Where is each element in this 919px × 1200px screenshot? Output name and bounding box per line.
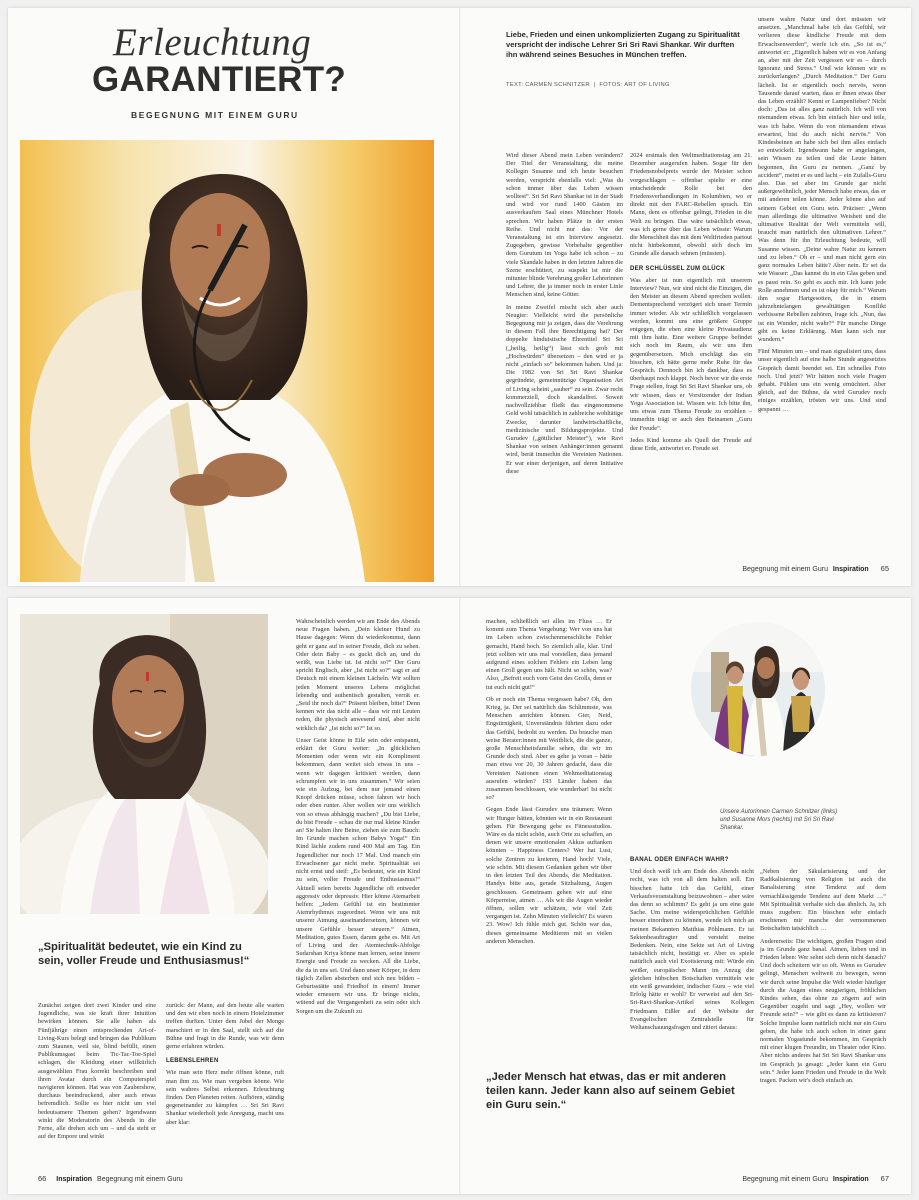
headline-script: Erleuchtung (113, 21, 312, 64)
body-column-right-c (760, 868, 886, 1158)
page-footer-66 (38, 1174, 183, 1183)
footer-section: Begegnung mit einem Guru (742, 1176, 828, 1183)
paragraph: „Neben der Säkularisierung und der Radikalisierung von Religion ist auch die Banalisierung eine Tendenz auf dem vernachlässigende Tendenz auf dem Markt …“ Mit Spiritualität verhalte sich das ähnlich. Ja, ich muss zugeben: Ein bisschen sehr einfach erschienen mir manche der vernommenen Botschaften tatsächlich … (760, 868, 886, 933)
body-column-3 (758, 16, 886, 557)
body-column-right-b (630, 856, 754, 1158)
paragraph: Wird dieser Abend mein Leben verändern? Der Titel der Veranstaltung, die meine Kollegin Susanne und ich heute besuchen werden, verspricht ebenfalls viel: „Was du schon immer über das Leben wissen wolltest“. Sri Sri Ravi Shankar ist in der Stadt und wird vor rund 1400 Gästen im ausverkauften Saal eines Münchner Hotels sprechen. Wir haben Plätze in der ersten Reihe. Und nicht nur das: Vor der Veranstaltung ist ein Interview angesetzt. Zugegeben, gewisse Vorbehalte gegenüber dem Gurutum im Yoga habe ich schon – zu viele Skandale haben in den letzten Jahren die Szene erschüttert, zu suspekt ist mir die mitunter blinde Verehrung großer Lehrerinnen und Lehrer, die ja immer noch in erster Linie Menschen sind, keine Götter. (506, 152, 623, 299)
body-column-1 (506, 152, 623, 557)
authors-photo-illustration (691, 622, 825, 756)
pull-quote-mid: „Jeder Mensch hat etwas, das er mit anderen teilen kann. Jeder kann also auf seinem Gebiet ein Guru sein.“ (486, 1071, 735, 1111)
article-lead: Liebe, Frieden und einen unkomplizierten Zugang zu Spiritualität verspricht der indische Lehrer Sri Sri Ravi Shankar. Wir durften ihn während seines Besuches in München treffen. (506, 30, 740, 60)
spread-gutter (459, 8, 461, 586)
photo-authors-with-guru (691, 622, 825, 756)
paragraph: Fünf Minuten um – und man signalisiert uns, dass unser eigentlich auf eine halbe Stunde angesetztes Gespräch damit beendet sei. Ein schnelles Foto noch. Und jetzt? Wir hätten noch viele Fragen gehabt. Fühlen uns ein wenig ernüchtert. Aber gleich, auf der Bühne, da wird Gurudev noch einiges erzählen, trösten wir uns. Und sind gespannt … (758, 348, 886, 413)
paragraph: Ob er noch ein Thema vergessen habe? Oh, den Krieg, ja. Der sei natürlich das Schlimmste, was Menschen anrichten können. Gier, Neid, Engstirnigkeit, Unverständnis führten dazu oder das Gefühl, bedroht zu werden. Da brauche man weise Berater:innen mit Weitblick, die die ganze, große Menschheitsfamilie sehen, die wir im Grunde doch sind. Aber es gehe ja voran – hätte man etwa vor 20, 30 Jahren gedacht, dass die Vereinten Nationen einen Weltmeditationstag ausrufen würden? 193 Länder haben das zusammen beschlossen, wie wunderbar! Ist nicht so? (486, 695, 612, 802)
body-column-lower-2 (166, 1002, 284, 1164)
headline-caps: GARANTIERT? (92, 60, 347, 99)
paragraph: machen, schließlich sei alles im Fluss … Er kommt zum Thema Vergebung: Wer von uns hat im Leben schon zwischenmenschliche Fehler gemacht, Hand hoch. So ziemlich alle, klar. Und jetzt sollten wir uns mal vorstellen, dass jemand aufgrund eines solchen Fehlers ein Leben lang einen Groll gegen uns hält. Nicht so schön, was? Also, „Befreit euch vom Geist des Grolls, denn er tut euch nicht gut!“ (486, 618, 612, 691)
portrait-illustration (20, 614, 268, 914)
body-column-lower-1 (38, 1002, 156, 1164)
footer-section: Begegnung mit einem Guru (742, 566, 828, 573)
paragraph: Jedes Kind komme als Quell der Freude auf diese Erde, antwortet er. Freude sei (630, 436, 752, 452)
footer-magazine: Inspiration (832, 566, 869, 573)
footer-section: Begegnung mit einem Guru (97, 1176, 183, 1183)
paragraph: In meine Zweifel mischt sich aber auch Neugier: Vielleicht wird die persönliche Begegnung mir ja zeigen, dass die Verehrung in diesem Fall ihre Berechtigung hat? Der doppelte hinduistische Ehrentitel Sri Sri („heilig, heilig“) lässt sich grob mit „Hochwürden“ übersetzen – den wird er ja nicht „einfach so“ bekommen haben. Und ja: Die 1982 von Sri Sri Ravi Shankar gegründete, gemeinnützige Organisation Art of Living scheint „sauber“ zu sein. Zwar recht kommerziell, doch skandalfrei. Soweit nachvollziehbar fließt das eingenommene Geld wohl tatsächlich in zahlreiche wohltätige Zwecke, darunter landwirtschaftliche, medizinische und Bildungsprojekte. Und Gurudev („göttlicher Meister“), wie Ravi Shankar von seinen Anhänger:innen genannt wird, berät immerhin die Vereinten Nationen. Er war einer derjenigen, auf deren Initiative diese (506, 303, 623, 475)
footer-magazine: Inspiration (832, 1176, 869, 1183)
page-footer-65 (742, 564, 889, 573)
pull-quote-left: „Spiritualität bedeutet, wie ein Kind zu sein, voller Freude und Enthusiasmus!“ (38, 941, 250, 967)
spread-top (8, 8, 911, 586)
portrait-photo-guru (20, 614, 268, 914)
body-column-mid (296, 618, 420, 1164)
footer-magazine: Inspiration (56, 1176, 93, 1183)
page-number: 65 (880, 564, 889, 573)
body-column-right-a (486, 618, 612, 1050)
page-number: 67 (880, 1174, 889, 1183)
paragraph: Wahrscheinlich werden wir am Ende des Abends neue Fragen haben. „Dein kleiner Hund zu Hause dagegen: Wenn du wiederkommst, dann geht er ganz auf in seiner Freude, dich zu sehen. Oder dein Baby – es guckt dich an, und du weißt, was Liebe ist. Ist nicht so?“ Der Guru spricht Englisch, aber „Ist nicht so?“ sagt er auf Deutsch mit einem kleinen Lächeln. Wir sollten jeden Moment unseres Lebens möglichst lebendig und authentisch gestalten, verrät er. „Seid ihr noch da?“ Präsent bleiben, bitte! Denn kennen wir das nicht alle – dass wir mit Leuten reden, die physisch anwesend sind, aber nicht wirklich da? „Ist nicht so?“ Ist so. (296, 618, 420, 732)
subheading-banal: BANAL ODER EINFACH WAHR? (630, 857, 729, 863)
paragraph: Gegen Ende lässt Gurudev uns träumen: Wenn wir Hunger hätten, könnten wir in ein Restaurant gehen. Für Bewegung gebe es Fitnessstudios. Wäre es da nicht schön, auch Orte zu schaffen, an denen wir unsere emotionalen Akkus auftanken könnten – Happiness Centers? Wer hat Lust, solche Zentren zu kreieren, Hand hoch! Viele, wie schön. Mit diesem Gedanken gehen wir über in den letzten Teil des Abends, die Meditation. Handys bitte aus, gerade Sitzhaltung, Augen geschlossen. Gemeinsam gehen wir auf eine Körperreise, atmen … Als wir die Augen wieder öffnen, sollen wir schätzen, wie viel Zeit vergangen ist. Zehn Minuten vielleicht? Es waren 23. Wow! Ich fühle mich gut. Schön war das, dieses gemeinsame Meditieren mit so vielen anderen Menschen. (486, 806, 612, 945)
page-footer-67 (742, 1174, 889, 1183)
hero-photo-illustration (20, 140, 434, 582)
paragraph: 2024 erstmals den Weltmeditationstag am 21. Dezember ausgerufen haben. Sogar für den Friedensnobelpreis wurde der Meister schon vorgeschlagen – offenbar spielte er eine entscheidende Rolle bei den Friedensverhandlungen in Kolumbien, wo er direkt mit den FARC-Rebellen sprach. Ein Mann, dem es offenbar gelingt, Frieden in die Welt zu bringen. Das wäre tatsächlich etwas, was ich gerne über das Leben wüsste: Warum die Menschheit das mit dem Weltfrieden partout nicht hinbekommt, obwohl sich doch im Grunde alle danach sehnen (müssten). (630, 152, 752, 258)
spread-gutter (459, 598, 461, 1194)
paragraph: zurück: der Mann, auf den heute alle warten und den wir eben noch in einem Hotelzimmer treffen durften. Unter dem Jubel der Menge marschiert er in den Saal, stellt sich auf die Bühne und fragt in die Runde, was wir denn gerne erfahren würden. (166, 1002, 284, 1051)
paragraph: Und doch weiß ich am Ende des Abends nicht recht, was ich von all dem halten soll. Ein bisschen hatte ich das Gefühl, einer Verkaufsveranstaltung beizuwohnen – aber wäre das denn so schlimm? Es geht ja um eine gute Sache. Um meine widersprüchlichen Gefühle besser einordnen zu können, wende ich mich an meinen Bekannten Matthias Pöhlmann. Er ist Sektenbeauftragter und versteht meine Bedenken. Nein, eine Sekte sei Art of Living tatsächlich nicht, bestätigt er. Aber es spiele natürlich auch viel Exotisierung mit: Würde ein weißer, europäischer Mann im Anzug die gleichen hübschen Botschaften vermitteln wie ein weiß gewandeter, indischer Guru – wie viel Erfolg hätte er wohl? Er verweist auf den Sri-Sri-Ravi-Shankar-Artikel seines Kollegen Friedmann Eißler auf der Website der Evangelischen Zentralstelle für Weltanschauungsfragen und zitiert daraus: (630, 868, 754, 1032)
paragraph: Was aber ist nun eigentlich mit unserem Interview? Nun, wir sind nicht die Einzigen, die den Meister an diesem Abend sprechen wollen. Dementsprechend verzögert sich unser Termin immer wieder. Als wir schließlich vorgelassen werden, kommt uns eine größere Gruppe entgegen, die eben eine kleine Privataudienz mit ihm hatte. Eine weitere Gruppe befindet sich noch im Raum, als wir uns ihm gegenübersetzen. Mich erschlägt das ein bisschen, ich hätte gerne mehr Ruhe für das Gespräch. Dennoch bin ich dankbar, dass es überhaupt noch klappt. Noch bevor wir die erste Frage stellen, fragt Sri Sri Ravi Shankar uns, ob wir wissen, dass er Vorsitzender der Indian Yoga Association ist. Wissen wir. Ich bitte ihn, uns etwas zum Thema Freude zu erzählen – immerhin trägt er auch den Beinamen „Guru der Freude“. (630, 276, 752, 432)
page-number: 66 (38, 1174, 47, 1183)
photo-caption: Unsere Autorinnen Carmen Schnitzer (links) und Susanne Mors (rechts) mit Sri Sri Ravi Shankar. (720, 809, 838, 831)
kicker: BEGEGNUNG MIT EINEM GURU (131, 110, 299, 120)
paragraph: Unser Geist könne in Eile sein oder entspannt, erklärt der Guru weiter: „In glücklichen Momenten oder wenn wir ein Kompliment bekommen, dann weitet sich etwas in uns – wenn wir dagegen kritisiert werden, dann schrumpfen wir in uns zusammen.“ Wir seien wie ein Aufzug, bei dem nur jemand einen Knopf drücken müsse, schon fahren wir hoch oder eben runter. Aber wollen wir uns wirklich von so etwas abhängig machen? „Du bist Liebe, du bist Freude – schau dir nur mal kleine Kinder an! Sie halten ihre Beine, ziehen sie zum Bauch: Im Grunde machen schon Babys Yoga!“ Ein Kind lächle zudem rund 400 Mal am Tag. Ein Jugendlicher nur noch 17 Mal. Und manch ein Erwachsener gar nicht mehr. Spiritualität sei nicht ernst und steif: „Es bedeutet, wie ein Kind zu sein, voller Freude und Enthusiasmus!“ Aktuell seien bereits Jugendliche oft entweder aggressiv oder depressiv. Hier könne Atemarbeit helfen: „Jedem Gefühl ist ein bestimmter Atemrhythmus zugeordnet. Wenn wir uns mit unserer Atmung auseinandersetzen, können wir unsere Gefühle besser steuern.“ Atmen, Meditation, gutes Essen, darum gehe es. Mit Art of Living und der Atemtechnik-Abfolge Sudarshan Kriya könne man lernen, seine innere Energie und Freude zu wecken. All die Liebe, die da in uns sei. Und dann unser Körper, in dem täglich Zellen absterben und sich neu bilden – Geburtsstätte und Friedhof in einem! Immer wieder erneuern wir uns. Er bringe nichts, wütend auf die Vergangenheit zu sein oder sich Sorgen um die Zukunft zu (296, 736, 420, 1015)
hero-photo-guru-with-microphone (20, 140, 434, 582)
spread-bottom (8, 598, 911, 1194)
subheading-schluessel: DER SCHLÜSSEL ZUM GLÜCK (630, 265, 726, 272)
paragraph: unsere wahre Natur und dort müssten wir ansetzen. „Manchmal habe ich das Gefühl, wir verlieren diese kindliche Freude mit dem Erwachsenwerden“, werfe ich ein. „So ist es,“ antwortet er: „Eigentlich haben wir es von Anfang an, aber mit der Zeit vergessen wir es – durch Ignoranz und Stress.“ Und wie können wir es zurückerlangen? „Durch Meditation.“ Der Guru lächelt. Ist er eigentlich noch nervös, wenn Tausende darauf warten, dass er ihnen etwas über das Leben erzählt? Kennt er Lampenfieber? Nicht doch: „Das ist alles ganz natürlich. Ich will von niemandem etwas. Ich bin einfach hier und teile, was ich habe. Wenn du von niemandem etwas erwartest, bist du auch nicht nervös.“ Von Kindesbeinen an habe sich bei ihm alles einfach so entwickelt. Irgendwann habe er angefangen, sein Wissen zu teilen und die Leute hätten begonnen, ihn Guru zu nennen. „Ganz by accident“, meint er es und lacht – ein Zufalls-Guru also. Das sei aber im Grunde gar nicht außergewöhnlich, jeder Mensch habe etwas, das er mit anderen teilen könne. Jeder könne also auf seinem Gebiet ein Guru sein. Präziser: „Wenn man allerdings die ultimative Weisheit und die ultimative Realität der Welt vermitteln will, braucht man natürlich den ultimativen Lehrer.“ Was denn für ihn Erleuchtung bedeute, will Susanne wissen. „Deine wahre Natur zu kennen und zu leben.“ Oh er – und man nicht gern ein ganz normales Leben hätte? Aber nein. Er sei da wie Wasser: „Das kannst du in ein Glas geben und es passt rein. So geht es auch mir. Ich kann jede Rolle annehmen und es ist okay für mich.“ Warum ihm sogar Hartgesotten, die in einem jahrzehntelangen gewalttätigen Konflikt verbissene Rebellen zuhören, frage ich. „Nun, das ist ein Wunder, nicht wahr?“ Für manche Dinge gibt es keine Erklärung. Man kann sich nur wundern.“ (758, 16, 886, 343)
paragraph: Andererseits: Die wichtigen, großen Fragen sind ja im Grunde ganz banal. Atmen, lieben und in Frieden leben: Wer sehnt sich denn nicht danach? Und doch scheitern wir so oft. Wenn es Gurudev gelingt, Menschen weltweit zu bewegen, wenn wir durch seine Impulse die Welt wieder häufiger durch die Augen eines neugierigen, fröhlichen Kindes sehen, das ohne zu zögern auf sein Gegenüber zugeht und sagt „Hey, wollen wir Freunde sein?“ – wie gibt es dann zu kritisieren? Solche Impulse kann natürlich nicht nur ein Guru geben, die habe ich auch schon in einer ganz normalen Yogastunde bekommen, im Gespräch mit einer klugen Freundin, im Theater oder Kino. Aber nichts anderes hat Sri Sri Ravi Shankar uns im Gespräch ja gesagt: „Jeder kann ein Guru sein.“ Jeder kann Frieden und Freude in die Welt tragen. Packen wir's doch einfach an. (760, 937, 886, 1085)
body-column-2 (630, 152, 752, 557)
article-credits: TEXT: CARMEN SCHNITZER | FOTOS: ART OF LIVING (506, 82, 670, 88)
paragraph: Zunächst zeigen dort zwei Kinder und eine Jugendliche, was sie kraft ihrer Intuition bewirken können. Sie alle haben als Fünfjährige einen entsprechenden Art-of-Living-Kurs belegt und bringen das Publikum zum Staunen, weil sie, blind befüllt, einen Publikumsgast beim Tic-Tac-Toe-Spiel schlagen, die Kleidung einer willkürlich ausgewählten Frau korrekt beschreiben und ihren Avatar durch ein Computerspiel navigieren können. Hat was von Zaubershow, durchaus beeindruckend, aber auch etwas befremdlich. Sollte es hier nicht um viel bedeutsamere Themen gehen? Irgendwann winkt die Moderatorin des Abends in die Ferne, alle drehen sich um – und da steht er auf der Empore und winkt (38, 1002, 156, 1141)
paragraph: Wie man sein Herz mehr öffnen könne, ruft man ihm zu. Wie man vergeben könne. Wie sein wahres Selbst erkennen. Erleuchtung finden. Den Planeten retten. Aufhören, ständig gegeneinander zu kämpfen … Sri Sri Ravi Shankar wiederholt jede Anregung, macht uns aber klar: (166, 1069, 284, 1126)
subheading-lebenslehren: LEBENSLEHREN (166, 1058, 219, 1065)
